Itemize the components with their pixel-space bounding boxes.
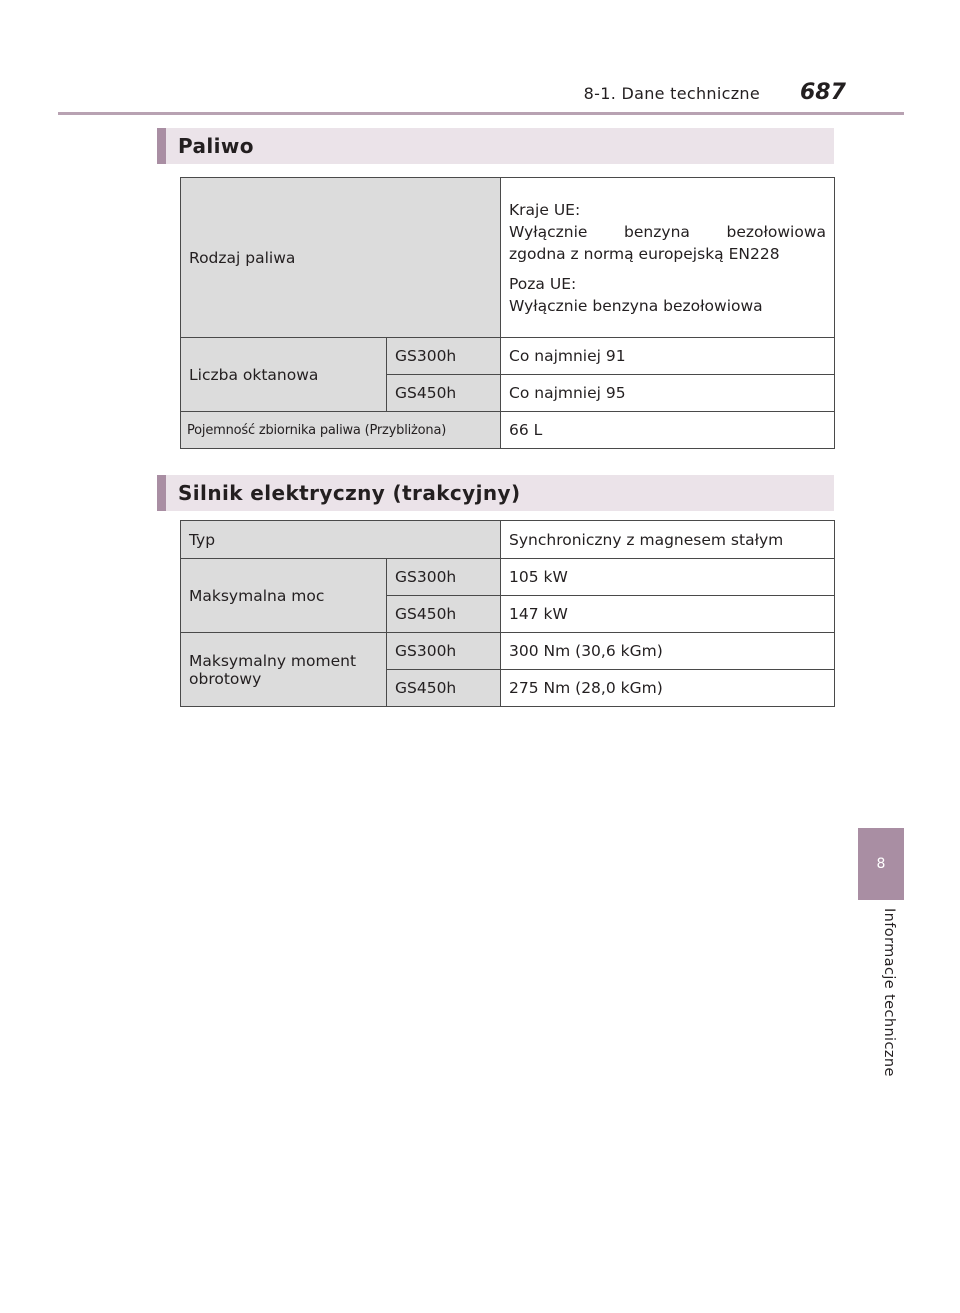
eu-line-1: Wyłącznie benzyna bezołowiowa	[509, 222, 827, 241]
table-row	[181, 521, 835, 559]
non-eu-line: Wyłącznie benzyna bezołowiowa	[509, 296, 763, 315]
table-row	[181, 633, 835, 670]
header-divider	[58, 112, 904, 115]
fuel-type-value	[501, 178, 835, 338]
fuel-spec-table	[180, 177, 835, 449]
max-power-label: Maksymalna moc	[181, 559, 387, 633]
motor-type-value: Synchroniczny z magnesem stałym	[501, 521, 835, 559]
fuel-type-label: Rodzaj paliwa	[181, 178, 501, 338]
table-row	[181, 559, 835, 596]
octane-label: Liczba oktanowa	[181, 338, 387, 412]
eu-heading: Kraje UE:	[509, 200, 581, 219]
non-eu-heading: Poza UE:	[509, 274, 577, 293]
motor-type-label: Typ	[181, 521, 501, 559]
model-cell: GS300h	[387, 633, 501, 670]
tank-capacity-label: Pojemność zbiornika paliwa (Przybliżona)	[181, 412, 501, 449]
max-torque-label-line-2: obrotowy	[189, 669, 262, 688]
chapter-title: 8-1. Dane techniczne	[583, 84, 760, 103]
model-cell: GS300h	[387, 559, 501, 596]
torque-value: 300 Nm (30,6 kGm)	[501, 633, 835, 670]
model-cell: GS300h	[387, 338, 501, 375]
model-cell: GS450h	[387, 596, 501, 633]
octane-value: Co najmniej 95	[501, 375, 835, 412]
power-value: 105 kW	[501, 559, 835, 596]
tank-capacity-value: 66 L	[501, 412, 835, 449]
page-number: 687	[800, 80, 846, 105]
octane-value: Co najmniej 91	[501, 338, 835, 375]
table-row	[181, 178, 835, 338]
max-torque-label-line-1: Maksymalny moment	[189, 651, 357, 670]
max-torque-label	[181, 633, 387, 707]
table-row	[181, 338, 835, 375]
section-heading-fuel: Paliwo	[157, 128, 834, 164]
power-value: 147 kW	[501, 596, 835, 633]
chapter-tab: 8	[858, 828, 904, 900]
eu-line-2: zgodna z normą europejską EN228	[509, 244, 780, 263]
section-heading-motor: Silnik elektryczny (trakcyjny)	[157, 475, 834, 511]
table-row	[181, 412, 835, 449]
torque-value: 275 Nm (28,0 kGm)	[501, 670, 835, 707]
model-cell: GS450h	[387, 670, 501, 707]
chapter-tab-label: Informacje techniczne	[881, 908, 897, 1077]
motor-spec-table	[180, 520, 835, 707]
model-cell: GS450h	[387, 375, 501, 412]
